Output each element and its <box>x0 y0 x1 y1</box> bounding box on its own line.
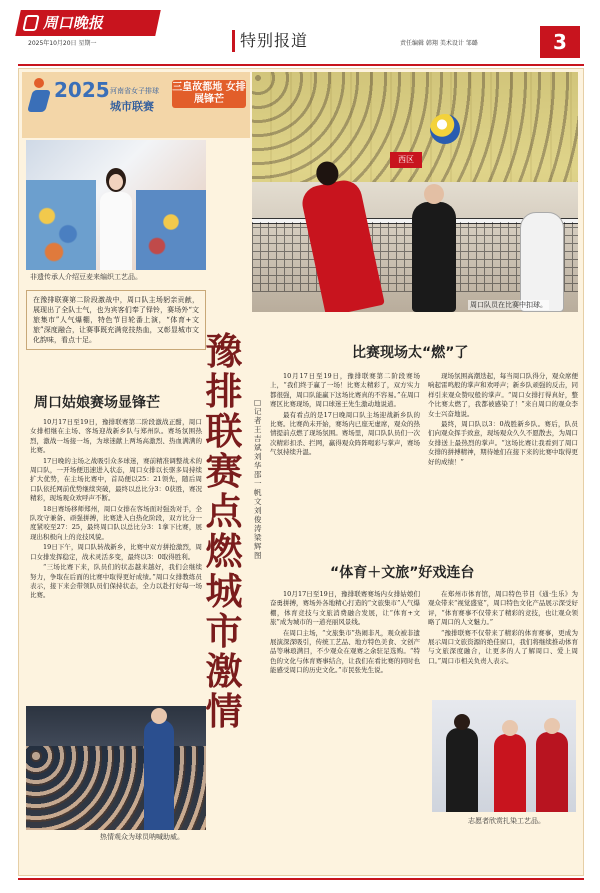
woman-figure-3 <box>536 732 568 812</box>
photo-craft-display <box>26 140 206 270</box>
volleyball-icon <box>430 114 460 144</box>
main-headline: 豫排联赛点燃城市激情 <box>205 330 243 733</box>
bottom-rule <box>18 878 584 880</box>
paragraph: 在周口主场，“文旅集市”热闹非凡，观众被非遗展演深深吸引，传统工艺品、地方特色美食、文创产品等琳琅满目，不少观众在观赛之余驻足选购。“特色的文化与体育赛事结合，让我们在看比赛的同时也能感受周口的历史文化。”市民张先生说。 <box>270 628 420 675</box>
paragraph: 10月17日至19日，豫排联赛赛场内女排姑娘们奋勇拼搏，赛场外各地精心打造的“文旅集市”人气爆棚，体育竞技与文旅消费融合发展，让“体育+文旅”成为城市的一道亮丽风景线。 <box>270 590 420 627</box>
date-line: 2025年10月20日 星期一 <box>28 40 97 47</box>
section-bar <box>232 30 235 52</box>
section-title: 特别报道 <box>240 31 309 50</box>
paragraph: 现场氛围高潮迭起，每当周口队得分，观众席便响起雷鸣般的掌声和欢呼声；新乡队顽强的反击，同样引来观众赞叹般的掌声。“周口女排打得真好，整个比赛太燃了，我都被感染了！”来自周口的观众李女士兴奋地说。 <box>428 372 578 418</box>
paragraph: 10月17日至19日，豫排联赛第二阶段激战正酣，周口女排相继在主场、客场迎战新乡队与郑州队。赛场氛围热烈，激战一场接一场，为球迷献上两场高激烈、热血满满的比赛。 <box>30 418 202 455</box>
section3-heading: “体育＋文旅”好戏连台 <box>330 565 475 581</box>
section3-col1 <box>270 590 420 677</box>
photo-volunteers <box>432 700 576 812</box>
photo-crowd <box>26 706 206 830</box>
paragraph: 最终，周口队以3：0战胜新乡队。赛后，队员们向观众挥手致意，现场观众久久不愿散去，为周口女排送上最热烈的掌声。“这场比赛让我看到了周口女排的拼搏精神，期待她们在接下来的比赛中取得更好的成绩！” <box>428 420 578 466</box>
paragraph: “三场比赛下来，队员们的状态越来越好，我们会继续努力，争取在后面的比赛中取得更好成绩。”周口女排教练员表示，接下来会带领队员们保持状态，全力以赴打好每一场比赛。 <box>30 563 202 600</box>
section2-col1 <box>270 372 420 459</box>
flowers-decor-2 <box>136 190 206 270</box>
paragraph: 18日赛场移师郑州，周口女排在客场面对强劲对手，全队攻守兼备、顽强拼搏，比赛进入白热化阶段，双方比分一度紧咬至27：25，最终周口队以总比分3：1拿下比赛，展现出积极向上的竞技风貌。 <box>30 504 202 541</box>
paragraph: 17日晚的主场之战吸引众多球迷，赛前精准调整战术的周口队，一开场便迅速进入状态，周口女排以长驱多局持续扩大优势，在主场比赛中，首局便以25：21领先，随后周口队依托网前优势继续突破，最终以总比分3：0获胜，赛况精彩，现场观众欢呼声不断。 <box>30 456 202 503</box>
top-rule <box>18 64 584 66</box>
paragraph: “豫排联赛不仅带来了精彩的体育赛事，更成为展示周口文旅资源的绝佳窗口，我们将继续推动体育与文旅深度融合，让更多的人了解周口、爱上周口。”周口市相关负责人表示。 <box>428 628 578 665</box>
editors-line: 责任编辑 韩翔 美术设计 邹璐 <box>400 40 478 47</box>
left-heading: 周口姑娘赛场显锋芒 <box>34 395 160 411</box>
banner-slogan: 三皇故都地 女排展锋芒 <box>172 80 246 108</box>
banner-tag-2: 城市联赛 <box>110 100 154 113</box>
left-article-body <box>30 418 202 602</box>
paragraph: 19日下午，周口队转战新乡，比赛中双方拼抢激烈，周口女排发挥稳定，战术灵活多变，最终以3：0取得胜利。 <box>30 543 202 561</box>
flowers-decor <box>26 180 96 270</box>
section2-col2 <box>428 372 578 468</box>
banner-tag-1: 河南省女子排球 <box>110 87 159 95</box>
crowd-decor <box>26 746 206 830</box>
logo-icon <box>22 15 39 31</box>
player-black <box>412 202 456 312</box>
section2-heading: 比赛现场太“燃”了 <box>352 345 469 361</box>
logo-text: 周口晚报 <box>42 14 106 32</box>
section3-col2 <box>428 590 578 667</box>
artisan-figure <box>98 168 134 270</box>
paragraph: 最有看点的是17日晚周口队主场迎战新乡队的比赛。比赛尚未开始，赛场内已座无虚席，观众的热情提前点燃了现场氛围。赛场里，周口队队员们一次次精彩扣杀、拦网，赢得观众阵阵喝彩与掌声，赛场气氛持续升温。 <box>270 410 420 457</box>
venue-sign: 西区 <box>390 152 422 168</box>
paragraph: 10月17日至19日，豫排联赛第二阶段赛场上，“我们终于赢了一场！比赛太精彩了，双方实力都很强，周口队能赢下这场比赛真的不容易。”在周口赛区比赛现场，周口球迷王先生激动地说道。 <box>270 372 420 409</box>
volleyball-player-icon <box>28 78 52 116</box>
woman-figure-1 <box>446 728 478 812</box>
page-number: 3 <box>540 26 580 58</box>
player-figure <box>144 720 174 830</box>
photo-caption-3: 志愿者欣赏扎染工艺品。 <box>468 817 545 825</box>
photo-caption-2: 热情观众为球员呐喊助威。 <box>100 833 184 841</box>
banner-year: 2025 <box>54 78 110 102</box>
newspaper-logo <box>15 10 161 36</box>
photo-caption-1: 非遗传承人介绍豆麦来编织工艺品。 <box>30 273 142 281</box>
byline: □记者 王吉斌 刘华 邵一帆 文 刘俊涛 梁辉 图 <box>254 398 262 560</box>
paragraph: 在郑州市体育馆，周口特色节目《通·生乐》为观众带来“视觉盛宴”，周口特色文化产品展示深受好评，“体育赛事不仅带来了精彩的竞技，也让观众领略了周口的人文魅力。” <box>428 590 578 627</box>
photo-match-spike <box>252 72 578 312</box>
player-white <box>520 212 564 312</box>
intro-box: 在豫排联赛第二阶段激战中，周口队主场躬亲贡献，展现出了全队士气，也为宾客们奉了铎铃，赛场外“文旅集市”人气爆棚，特色节目轮番上演，“体育+文旅”深度融合，让赛事既充满竞技热血，又彰显城市文化韵味，看点十足。 <box>26 290 206 350</box>
main-photo-caption: 周口队员在比赛中扣球。 <box>470 301 547 309</box>
league-banner <box>22 72 250 138</box>
woman-figure-2 <box>494 734 526 812</box>
